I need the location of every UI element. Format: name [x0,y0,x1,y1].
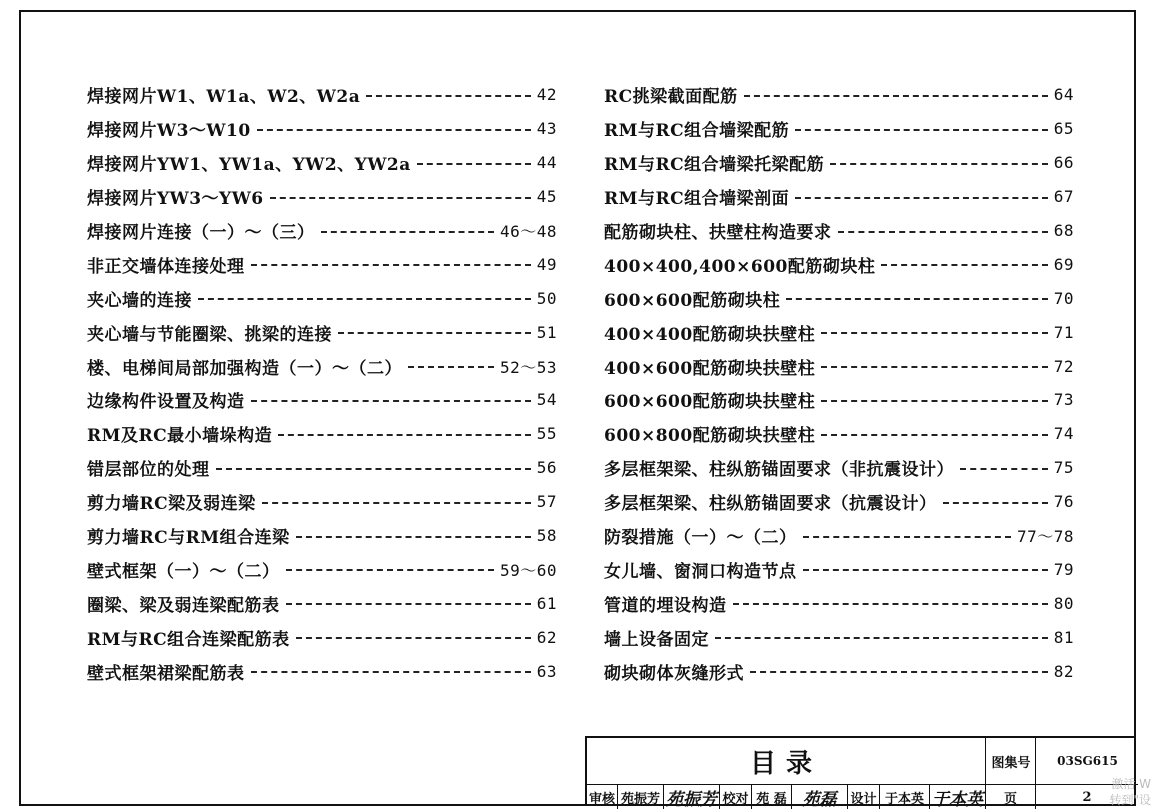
toc-entry-page: 72 [1053,356,1074,376]
toc-entry-page: 42 [536,85,557,105]
toc-leader-line [795,197,1048,199]
toc-entry-page: 45 [536,187,557,207]
atlas-number-value: 03SG615 [1035,738,1139,784]
toc-entry-page: 75 [1053,458,1074,478]
toc-entry-title: 600×600配筋砌块扶壁柱 [604,392,816,413]
reviewer-name: 苑振芳 [617,785,663,809]
toc-entry-title: 壁式框架裙梁配筋表 [87,663,245,684]
toc-leader-line [216,468,531,470]
toc-entry [87,112,557,146]
toc-leader-line [408,366,494,368]
toc-entry-page: 57 [536,492,557,512]
toc-entry-page: 77～78 [1016,527,1074,547]
toc-entry [87,620,557,654]
toc-left-column [87,78,557,688]
toc-leader-line [803,569,1048,571]
toc-entry-page: 70 [1053,288,1074,308]
toc-entry-page: 66 [1053,153,1074,173]
toc-entry [87,78,557,112]
toc-entry-page: 64 [1053,85,1074,105]
activation-watermark [1091,776,1151,808]
toc-entry [604,214,1074,248]
toc-leader-line [821,366,1048,368]
toc-leader-line [366,95,531,97]
toc-entry [87,417,557,451]
toc-entry [87,586,557,620]
toc-entry-title: 非正交墙体连接处理 [87,256,245,277]
toc-leader-line [715,637,1048,639]
toc-leader-line [296,536,531,538]
toc-leader-line [821,332,1048,334]
toc-entry-title: 边缘构件设置及构造 [87,392,245,413]
checker-signature: 苑磊 [791,785,847,809]
toc-leader-line [198,298,531,300]
toc-entry [604,451,1074,485]
toc-entry-title: 圈梁、梁及弱连梁配筋表 [87,595,280,616]
title-block-title: 目录 [749,748,822,779]
toc-entry-page: 76 [1053,492,1074,512]
toc-entry [604,281,1074,315]
toc-entry-page: 65 [1053,119,1074,139]
toc-entry-title: RM与RC组合连梁配筋表 [87,629,290,650]
toc-leader-line [251,671,531,673]
toc-entry [87,383,557,417]
toc-entry-page: 51 [536,322,557,342]
toc-entry-title: 墙上设备固定 [604,629,709,650]
toc-entry-title: 管道的埋设构造 [604,595,727,616]
toc-entry [604,78,1074,112]
toc-entry-page: 69 [1053,254,1074,274]
designer-name: 于本英 [879,785,929,809]
toc-entry-title: 焊接网片YW1、YW1a、YW2、YW2a [87,155,411,176]
designer-signature: 于本英 [929,785,985,809]
toc-leader-line [803,536,1011,538]
reviewer-signature: 苑振芳 [663,785,719,809]
toc-entry-title: RM与RC组合墙梁剖面 [604,189,790,210]
watermark-line-1: 激活 W [1111,777,1151,791]
check-label: 校对 [719,785,751,809]
toc-leader-line [257,129,531,131]
toc-entry-title: 夹心墙与节能圈梁、挑梁的连接 [87,324,332,345]
toc-entry-page: 49 [536,254,557,274]
toc-entry-title: 错层部位的处理 [87,460,210,481]
toc-entry-title: 600×800配筋砌块扶壁柱 [604,426,816,447]
toc-entry-title: 400×400配筋砌块扶壁柱 [604,324,816,345]
toc-entry [87,349,557,383]
toc-entry-title: 400×600配筋砌块扶壁柱 [604,358,816,379]
toc-entry [604,247,1074,281]
toc-leader-line [750,671,1048,673]
toc-entry-page: 43 [536,119,557,139]
toc-entry-title: 壁式框架（一）～（二） [87,561,280,582]
toc-entry-title: 女儿墙、窗洞口构造节点 [604,561,797,582]
toc-entry-page: 80 [1053,593,1074,613]
toc-entry [87,214,557,248]
review-label: 审核 [588,791,615,807]
toc-entry-page: 63 [536,661,557,681]
toc-entry-title: 焊接网片YW3～YW6 [87,189,264,210]
toc-entry-title: 夹心墙的连接 [87,290,192,311]
toc-entry [604,620,1074,654]
toc-entry-title: 600×600配筋砌块柱 [604,290,781,311]
toc-entry [87,281,557,315]
toc-entry-title: 砌块砌体灰缝形式 [604,663,744,684]
toc-entry-page: 52～53 [499,357,557,377]
toc-entry [604,180,1074,214]
toc-entry-title: RM与RC组合墙梁托梁配筋 [604,155,825,176]
toc-entry-page: 68 [1053,221,1074,240]
toc-entry [604,654,1074,688]
toc-entry-title: 焊接网片W3～W10 [87,121,251,142]
toc-entry-page: 46～48 [499,222,557,241]
toc-entry-page: 56 [536,458,557,478]
toc-leader-line [881,264,1047,266]
toc-right-column [604,78,1074,688]
toc-leader-line [270,197,531,199]
toc-leader-line [821,434,1048,436]
toc-leader-line [321,231,494,233]
title-block [585,736,1136,810]
toc-leader-line [830,163,1048,165]
toc-entry-page: 61 [536,593,557,613]
toc-entry-title: 剪力墙RC与RM组合连梁 [87,528,290,549]
toc-entry [604,112,1074,146]
toc-entry-page: 55 [536,424,557,444]
toc-entry-page: 73 [1053,390,1074,410]
signature-row [587,784,1138,809]
toc-leader-line [338,332,531,334]
toc-leader-line [278,434,531,436]
toc-entry [87,146,557,180]
toc-entry-title: 楼、电梯间局部加强构造（一）～（二） [87,358,402,379]
toc-entry [604,552,1074,586]
toc-entry-title: 防裂措施（一）～（二） [604,528,797,549]
toc-entry [604,586,1074,620]
toc-leader-line [262,502,531,504]
toc-entry [87,180,557,214]
toc-leader-line [821,400,1048,402]
toc-entry [604,383,1074,417]
toc-leader-line [733,603,1048,605]
toc-entry-title: 焊接网片W1、W1a、W2、W2a [87,87,361,108]
toc-entry [87,451,557,485]
toc-entry [604,485,1074,519]
toc-leader-line [286,569,494,571]
toc-entry-page: 71 [1053,322,1074,342]
toc-leader-line [795,129,1048,131]
page-label: 页 [985,785,1035,809]
page-number: 2 [1035,785,1138,809]
toc-entry [87,315,557,349]
toc-entry-title: 剪力墙RC梁及弱连梁 [87,494,256,515]
toc-leader-line [960,468,1048,470]
toc-leader-line [838,231,1048,233]
toc-entry [87,519,557,553]
toc-leader-line [744,95,1048,97]
toc-entry [87,485,557,519]
toc-entry-title: RM及RC最小墙垛构造 [87,426,273,447]
toc-entry-page: 54 [536,390,557,410]
toc-entry-page: 58 [536,526,557,546]
toc-entry-page: 50 [536,288,557,308]
toc-entry-title: 多层框架梁、柱纵筋锚固要求（非抗震设计） [604,460,954,481]
toc-entry-title: 多层框架梁、柱纵筋锚固要求（抗震设计） [604,494,937,515]
toc-entry-page: 62 [536,627,557,647]
toc-entry-title: RM与RC组合墙梁配筋 [604,121,790,142]
toc-leader-line [251,264,531,266]
toc-entry-title: RC挑梁截面配筋 [604,87,738,108]
atlas-number-label: 图集号 [985,738,1036,784]
toc-entry-page: 74 [1053,424,1074,444]
checker-name: 苑 磊 [751,785,791,809]
toc-leader-line [296,637,531,639]
toc-entry-page: 82 [1053,661,1074,681]
toc-entry [87,552,557,586]
toc-entry-title: 配筋砌块柱、扶壁柱构造要求 [604,223,832,243]
watermark-line-2: 转到"设 [1109,793,1151,807]
toc-entry [604,146,1074,180]
toc-entry-page: 79 [1053,559,1074,579]
toc-entry [87,247,557,281]
toc-entry [87,654,557,688]
toc-leader-line [251,400,531,402]
design-label: 设计 [847,785,879,809]
toc-leader-line [286,603,531,605]
toc-entry [604,315,1074,349]
toc-entry-page: 81 [1053,627,1074,647]
toc-leader-line [786,298,1048,300]
toc-entry-page: 67 [1053,187,1074,207]
toc-entry-title: 焊接网片连接（一）～（三） [87,223,315,243]
toc-entry-page: 59～60 [499,560,557,580]
toc-entry [604,417,1074,451]
toc-leader-line [417,163,531,165]
toc-entry [604,349,1074,383]
toc-entry-title: 400×400,400×600配筋砌块柱 [604,256,876,277]
toc-leader-line [943,502,1048,504]
toc-entry [604,519,1074,553]
toc-entry-page: 44 [536,153,557,173]
